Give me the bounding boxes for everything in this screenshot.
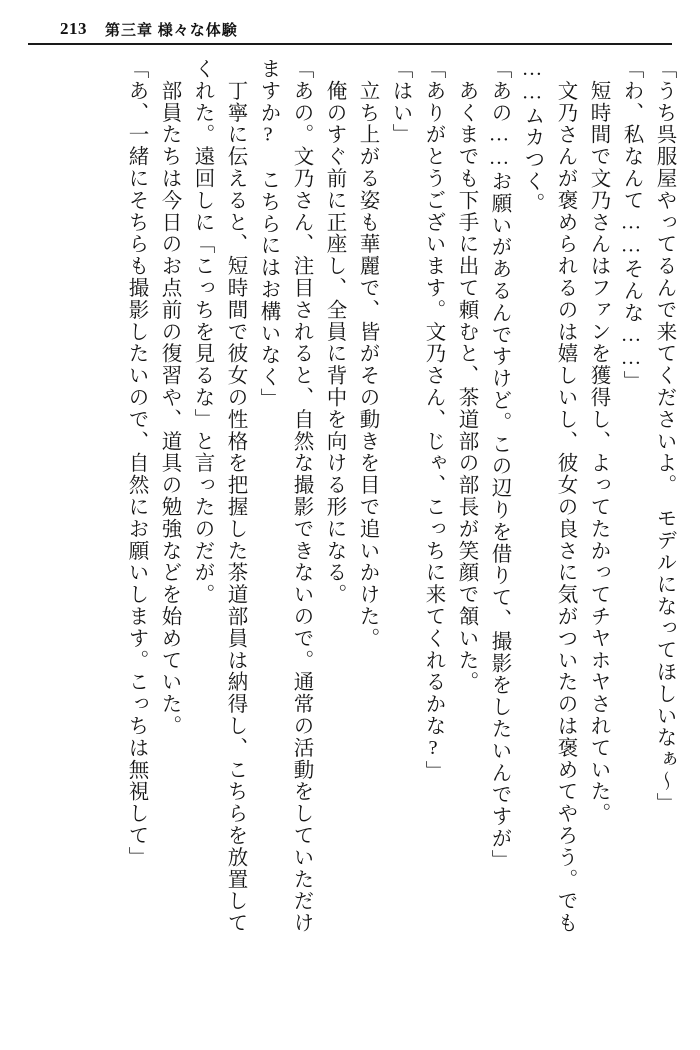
text-column: 「ありがとうございます。文乃さん、じゃ、こっちに来てくれるかな?」 [422, 58, 444, 783]
header-divider [28, 43, 672, 45]
page-number: 213 [60, 19, 87, 38]
text-column: 短時間で文乃さんはファンを獲得し、よってたかってチヤホヤされていた。 [587, 58, 609, 825]
text-column: 「うち呉服屋やってるんで来てくださいよ。 モデルになってほしいなぁ〜」 [653, 58, 675, 815]
vertical-text-body [26, 58, 674, 1023]
chapter-title: 第三章 様々な体験 [105, 22, 238, 39]
text-column: 文乃さんが褒められるのは嬉しいし、彼女の良さに気がついたのは褒めてやろう。でも [554, 58, 576, 934]
text-column: ……ムカつく。 [521, 58, 543, 215]
text-column: くれた。遠回しに「こっちを見るな」と言ったのだが。 [191, 58, 213, 606]
text-column: 「あ、一緒にそちらも撮影したいので、自然にお願いします。こっちは無視して」 [125, 58, 147, 869]
text-column: 「あの。文乃さん、注目されると、自然な撮影できないので。通常の活動をしていただけ [290, 58, 312, 934]
text-column: 「あの……お願いがあるんですけど。この辺りを借りて、撮影をしたいんですが」 [488, 58, 510, 872]
text-column: 俺のすぐ前に正座し、全員に背中を向ける形になる。 [323, 58, 345, 606]
text-column: 丁寧に伝えると、短時間で彼女の性格を把握した茶道部員は納得し、こちらを放置して [224, 58, 246, 934]
text-column: 「わ、私なんて……そんな……」 [620, 58, 642, 393]
page-header [0, 14, 700, 44]
text-column: 「はい」 [389, 58, 411, 146]
text-column: あくまでも下手に出て頼むと、茶道部の部長が笑顔で頷いた。 [455, 58, 477, 694]
text-column: 部員たちは今日のお点前の復習や、道具の勉強などを始めていた。 [158, 58, 180, 737]
text-column: 立ち上がる姿も華麗で、皆がその動きを目で追いかけた。 [356, 58, 378, 650]
text-column: ますか? こちらにはお構いなく」 [257, 58, 279, 410]
